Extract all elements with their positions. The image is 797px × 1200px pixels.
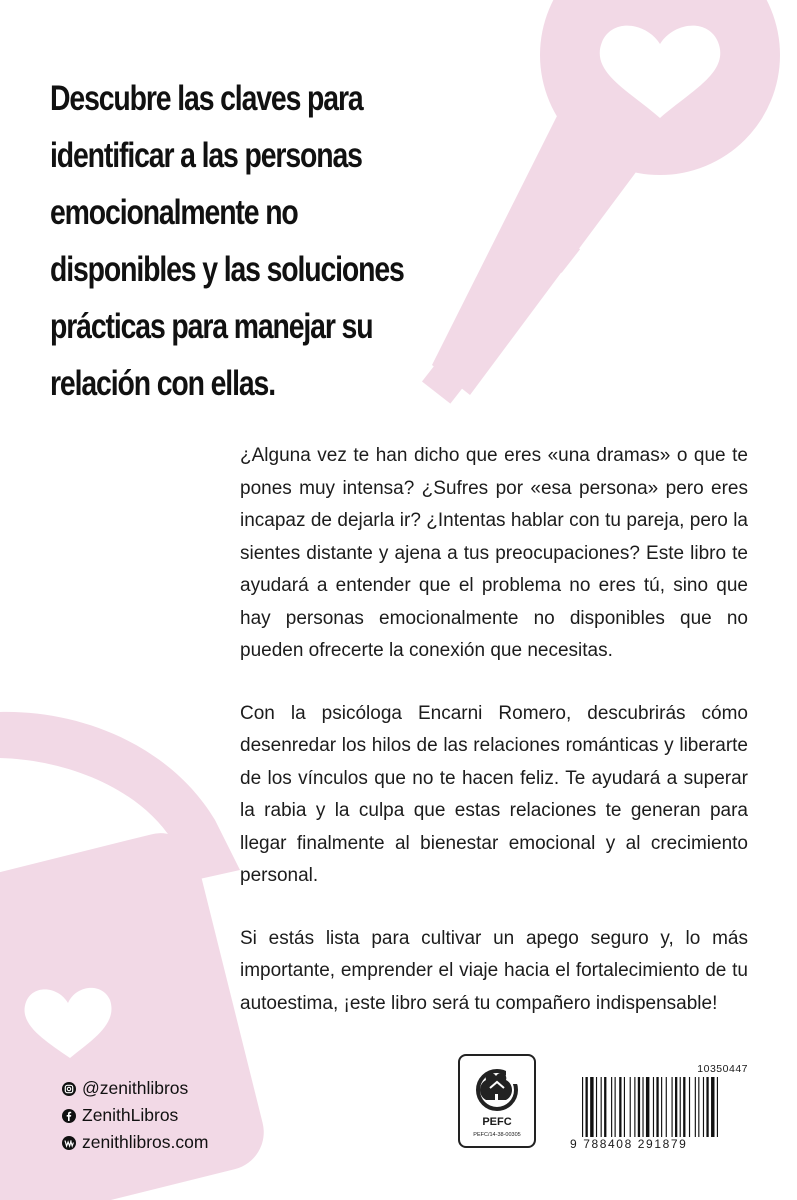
barcode-bar [689,1077,690,1137]
barcode-bar [646,1077,649,1137]
synopsis-paragraph: Con la psicóloga Encarni Romero, descubrirás cómo desenredar los hilos de las relaciones románticas y liberarte de los vínculos que no te hacen feliz. Te ayudará a superar la rabia y la culpa que estas relaciones te generan para llegar finalmente al bienestar emocional y al crecimiento personal. [240,702,748,886]
facebook-handle: ZenithLibros [82,1105,179,1125]
pefc-code: PEFC/14-38-00305 [473,1132,521,1138]
barcode-bar [666,1077,667,1137]
barcode-bar [590,1077,593,1137]
barcode-bar [596,1077,597,1137]
barcode-bar [717,1077,718,1137]
barcode-bar [638,1077,640,1137]
synopsis-paragraph: ¿Alguna vez te han dicho que eres «una dramas» o que te pones muy intensa? ¿Sufres por «esa persona» pero eres incapaz de dejarla ir? ¿Intentas hablar con tu pareja, pero la sientes distante y ajena a tus preocupaciones? Este libro te ayudará a entender que el problema no eres tú, sino que hay personas emocionalmente no disponibles que no pueden ofrecerte la conexión que necesitas. [240,445,748,661]
barcode-bar [661,1077,662,1137]
isbn-barcode [570,1063,750,1153]
barcode-bar [634,1077,635,1137]
barcode-bar [619,1077,621,1137]
barcode [580,1077,750,1137]
pefc-certification [458,1054,536,1148]
facebook-link[interactable] [62,1102,208,1129]
social-links [62,1075,208,1156]
website-url: zenithlibros.com [82,1132,209,1152]
facebook-icon [62,1109,76,1123]
headline [50,70,498,412]
barcode-bar [630,1077,631,1137]
barcode-bar [695,1077,696,1137]
barcode-bar [698,1077,699,1137]
isbn-number: 9 788408 291879 [570,1137,688,1151]
barcode-bar [611,1077,612,1137]
barcode-top-code: 10350447 [697,1063,748,1075]
barcode-bar [653,1077,654,1137]
barcode-bar [703,1077,704,1137]
barcode-bar [624,1077,625,1137]
pefc-tree-icon [460,1056,534,1116]
barcode-bar [615,1077,616,1137]
barcode-bar [642,1077,643,1137]
barcode-bar [672,1077,673,1137]
headline-line: disponibles y las soluciones [50,249,404,289]
barcode-bar [656,1077,658,1137]
headline-line: emocionalmente no [50,192,298,232]
barcode-bar [601,1077,602,1137]
synopsis-paragraph: Si estás lista para cultivar un apego seguro y, lo más importante, emprender el viaje hacia el fortalecimiento de tu autoestima, ¡este libro será tu compañero indispensable! [240,927,748,1014]
synopsis [240,440,748,1050]
website-link[interactable] [62,1129,208,1156]
barcode-bar [604,1077,606,1137]
headline-line: Descubre las claves para [50,78,363,118]
headline-line: relación con ellas. [50,363,275,403]
barcode-bar [680,1077,681,1137]
barcode-bar [711,1077,714,1137]
web-icon [62,1136,76,1150]
headline-line: prácticas para manejar su [50,306,373,346]
instagram-handle: @zenithlibros [82,1078,189,1098]
barcode-bar [706,1077,708,1137]
headline-line: identificar a las personas [50,135,362,175]
instagram-icon [62,1082,76,1096]
barcode-bar [582,1077,583,1137]
pefc-label: PEFC [482,1116,512,1128]
barcode-bar [675,1077,677,1137]
instagram-link[interactable] [62,1075,208,1102]
barcode-bar [683,1077,685,1137]
barcode-bar [586,1077,588,1137]
